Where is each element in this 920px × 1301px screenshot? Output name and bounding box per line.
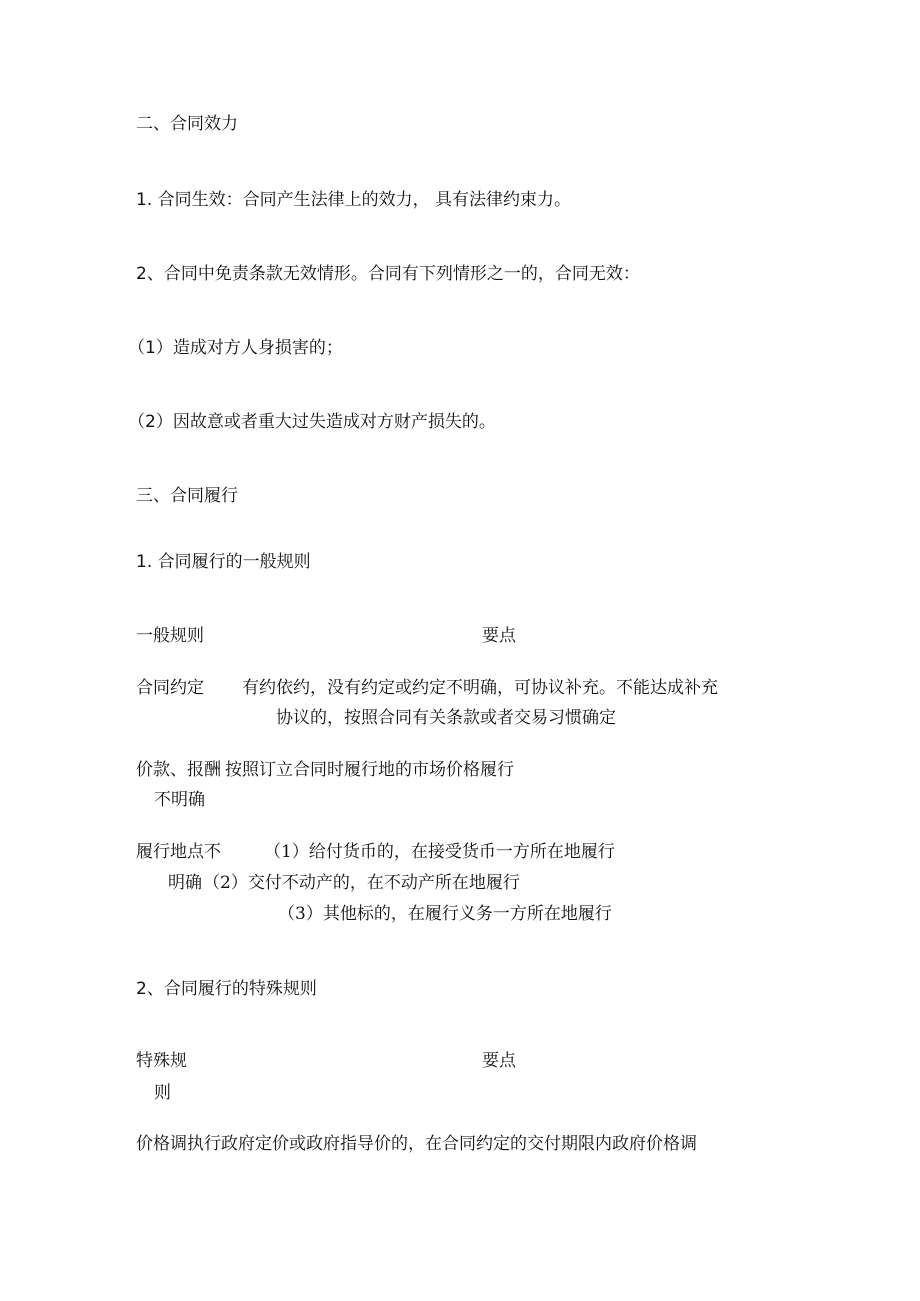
special-header-rule-line2: 则 (154, 1083, 171, 1103)
general-header-rule: 一般规则 (136, 626, 204, 646)
section2-sub1: （1）造成对方人身损害的； (128, 338, 343, 358)
special-row1-rule: 价格调 (136, 1134, 187, 1154)
general-row3-point-line3: （3）其他标的，在履行义务一方所在地履行 (278, 904, 612, 924)
general-row3-rule-line1: 履行地点不 (136, 842, 221, 862)
general-row2-rule-line1: 价款、报酬 (136, 760, 221, 780)
special-header-rule-line1: 特殊规 (136, 1051, 187, 1071)
general-row3-point-line1: （1）给付货币的，在接受货币一方所在地履行 (264, 842, 615, 862)
section2-item2: 2、合同中免责条款无效情形。合同有下列情形之一的，合同无效： (136, 264, 640, 284)
section2-title: 二、合同效力 (136, 114, 238, 134)
general-row1-point-line1: 有约依约，没有约定或约定不明确，可协议补充。不能达成补充 (242, 678, 718, 698)
section3-title: 三、合同履行 (136, 486, 238, 506)
special-row1-point: 执行政府定价或政府指导价的，在合同约定的交付期限内政府价格调 (187, 1134, 697, 1154)
general-row1-rule: 合同约定 (136, 678, 204, 698)
general-row2-point: 按照订立合同时履行地的市场价格履行 (225, 760, 514, 780)
general-rules-title: 1. 合同履行的一般规则 (136, 552, 311, 572)
general-row3-rule-line2: 明确 (168, 873, 202, 893)
special-rules-title: 2、合同履行的特殊规则 (136, 979, 317, 999)
special-header-point: 要点 (482, 1051, 516, 1071)
general-header-point: 要点 (482, 626, 516, 646)
section2-item1: 1. 合同生效：合同产生法律上的效力， 具有法律约束力。 (136, 190, 572, 210)
general-row2-rule-line2: 不明确 (154, 790, 205, 810)
general-row1-point-line2: 协议的，按照合同有关条款或者交易习惯确定 (276, 708, 616, 728)
section2-sub2: （2）因故意或者重大过失造成对方财产损失的。 (128, 412, 496, 432)
general-row3-point-line2: （2）交付不动产的，在不动产所在地履行 (203, 873, 520, 893)
